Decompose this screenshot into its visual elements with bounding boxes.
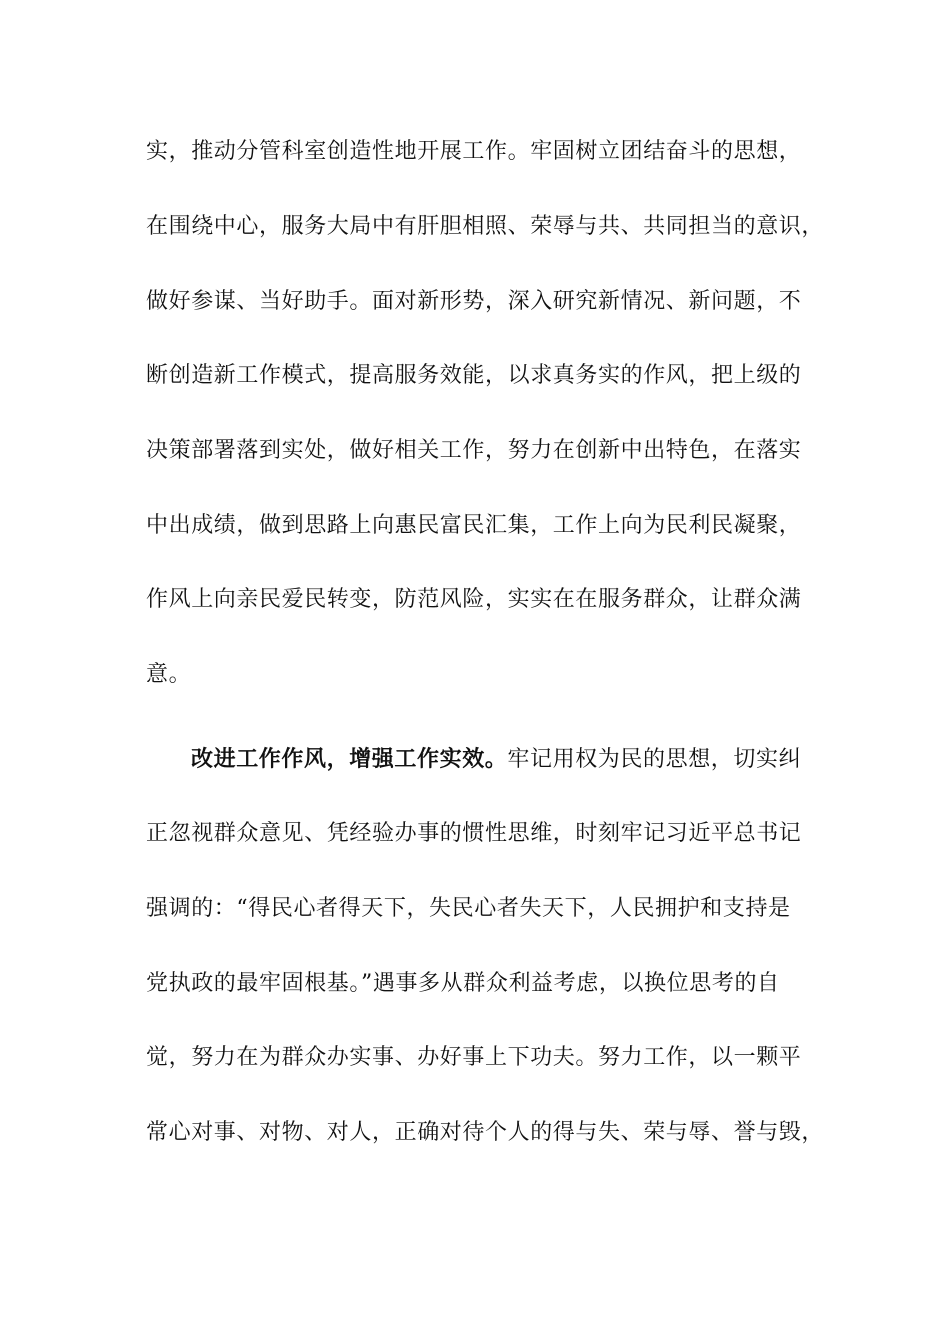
section-heading: 改进工作作风，增强工作实效。: [191, 747, 508, 772]
text-line: 常心对事、对物、对人，正确对待个人的得与失、荣与辱、誉与毁，: [146, 1120, 825, 1145]
text-line: 觉，努力在为群众办实事、办好事上下功夫。努力工作，以一颗平: [146, 1045, 802, 1070]
text-line: 断创造新工作模式，提高服务效能，以求真务实的作风，把上级的: [146, 363, 802, 388]
text-line: 强调的：“得民心者得天下，失民心者失天下，人民拥护和支持是: [146, 896, 791, 921]
text-line: 正忽视群众意见、凭经验办事的惯性思维，时刻牢记习近平总书记: [146, 821, 802, 846]
paragraph-2-first-line: [191, 745, 801, 775]
text-line: 做好参谋、当好助手。面对新形势，深入研究新情况、新问题，不: [146, 289, 802, 314]
text-line: 中出成绩，做到思路上向惠民富民汇集，工作上向为民利民凝聚，: [146, 513, 802, 538]
text-line: 实，推动分管科室创造性地开展工作。牢固树立团结奋斗的思想，: [146, 139, 802, 164]
text-line: 作风上向亲民爱民转变，防范风险，实实在在服务群众，让群众满: [146, 587, 802, 612]
text-line: 党执政的最牢固根基。”遇事多从群众利益考虑，以换位思考的自: [146, 971, 780, 996]
text-line: 决策部署落到实处，做好相关工作，努力在创新中出特色，在落实: [146, 438, 802, 463]
text-run: 牢记用权为民的思想，切实纠: [507, 747, 802, 772]
text-line: 意。: [146, 662, 192, 687]
text-line: 在围绕中心，服务大局中有肝胆相照、荣辱与共、共同担当的意识，: [146, 214, 825, 239]
